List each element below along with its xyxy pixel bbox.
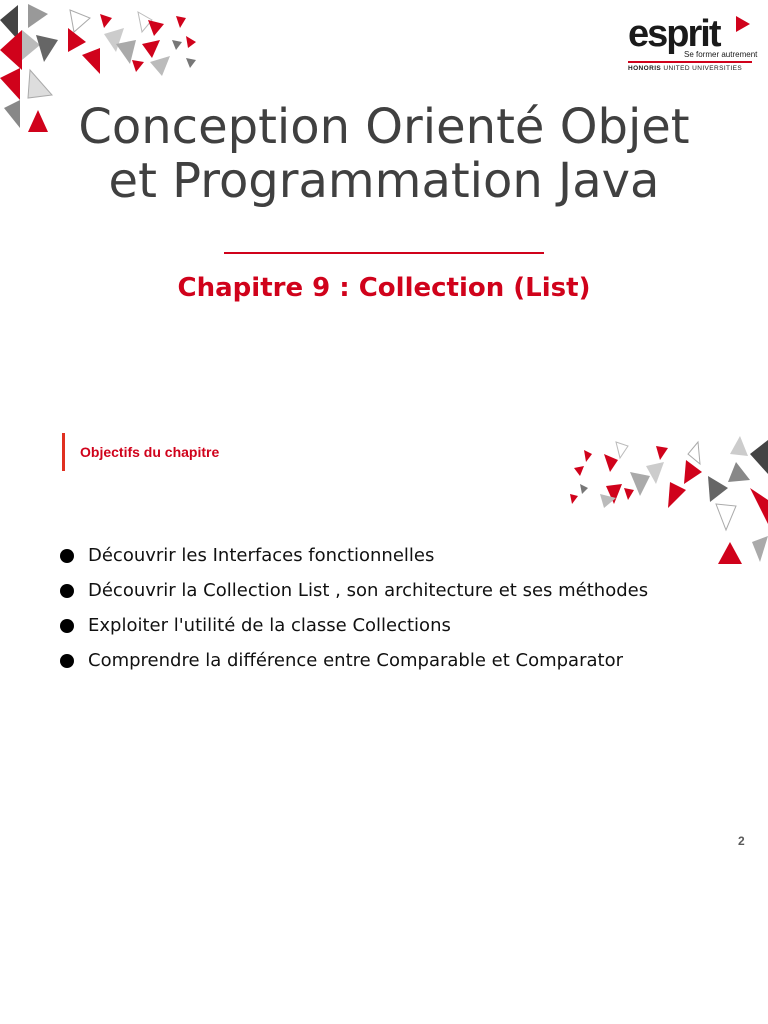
logo-affiliation-rest: UNITED UNIVERSITIES bbox=[661, 65, 743, 72]
esprit-logo bbox=[624, 10, 758, 74]
logo-affiliation bbox=[628, 65, 742, 72]
slide-title: Conception Orienté Objet et Programmation Java bbox=[78, 99, 690, 209]
title-red-line bbox=[224, 252, 544, 254]
objective-item: Découvrir la Collection List , son architecture et ses méthodes bbox=[60, 575, 648, 610]
objective-item: Découvrir les Interfaces fonctionnelles bbox=[60, 540, 648, 575]
logo-tagline: Se former autrement bbox=[684, 50, 758, 59]
chapter-subtitle: Chapitre 9 : Collection (List) bbox=[177, 273, 591, 303]
logo-divider bbox=[628, 61, 752, 63]
objective-item: Comprendre la différence entre Comparable et Comparator bbox=[60, 645, 648, 680]
section-accent-bar bbox=[62, 433, 65, 471]
logo-flag-icon bbox=[736, 16, 750, 32]
section-title: Objectifs du chapitre bbox=[80, 444, 220, 460]
objectives-list bbox=[60, 540, 648, 680]
page-number: 2 bbox=[738, 834, 745, 848]
logo-wordmark: esprit bbox=[628, 13, 720, 55]
objective-item: Exploiter l'utilité de la classe Collections bbox=[60, 610, 648, 645]
logo-affiliation-bold: HONORIS bbox=[628, 65, 662, 72]
